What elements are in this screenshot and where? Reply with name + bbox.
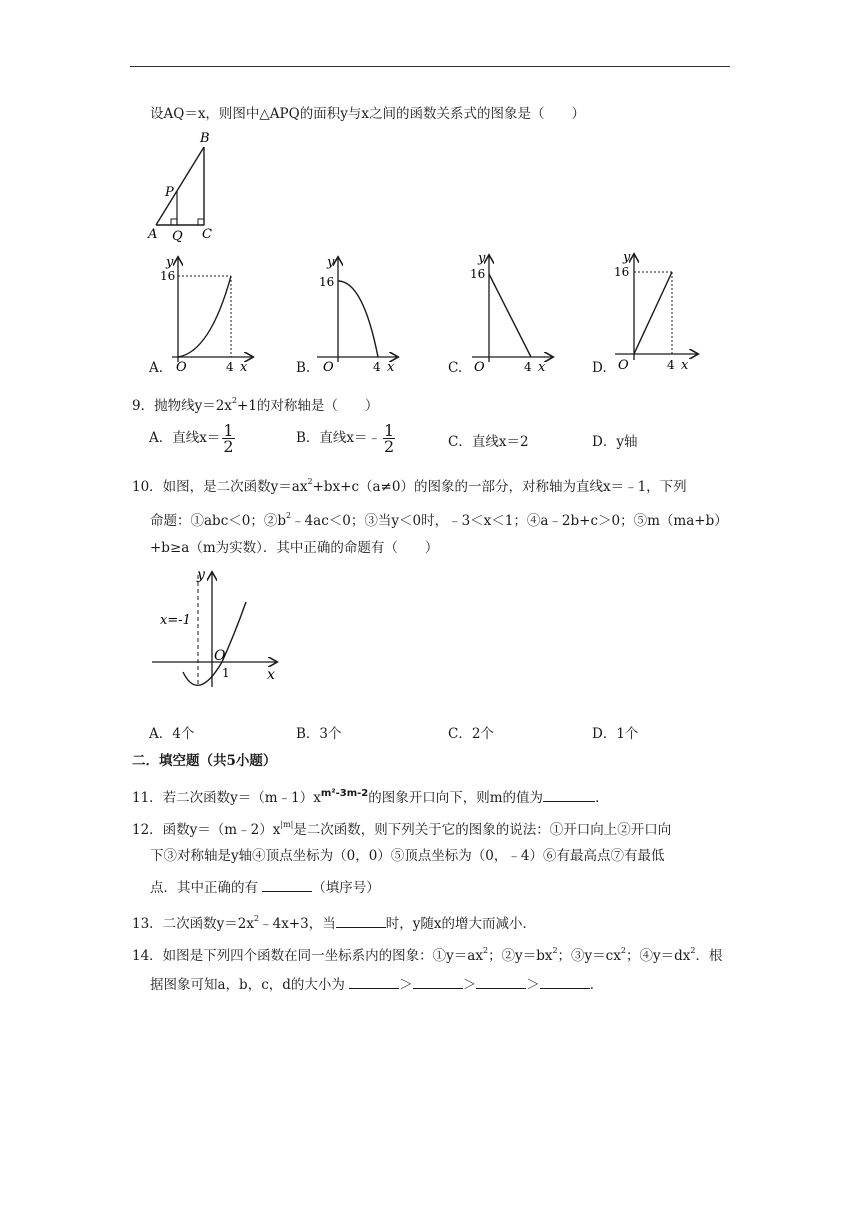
q8-option-d[interactable]: D.	[592, 360, 607, 376]
q10-line1-b: +bx+c（a≠0）的图象的一部分，对称轴为直线x＝﹣1，下列	[312, 479, 687, 495]
q8-option-a[interactable]: A.	[149, 360, 164, 376]
graph-c-origin: O	[474, 360, 485, 375]
q8-graph-a	[160, 250, 260, 375]
q14-line2-text: 据图象可知a，b，c，d的大小为	[150, 977, 350, 993]
q10-y-label: y	[197, 567, 205, 583]
q11-text-b: 的图象开口向下，则m的值为	[368, 790, 544, 806]
label-Q: Q	[172, 229, 183, 244]
q10-option-d[interactable]: D．1个	[592, 726, 639, 742]
q10-line2-sup: 2	[285, 511, 292, 520]
graph-d-y-label: y	[623, 250, 631, 265]
q14-blank-1[interactable]	[349, 974, 399, 989]
q8-graph-b	[305, 250, 405, 375]
graph-a-16-label: 16	[160, 269, 176, 283]
q14-line-2	[150, 974, 603, 995]
q10-line1-a: 10．如图，是二次函数y＝ax	[132, 479, 308, 495]
q14-text-d: ；④y＝dx	[625, 948, 691, 964]
q9-option-b-fraction	[383, 423, 395, 454]
q11-stem	[132, 784, 609, 808]
q10-line-1	[132, 472, 687, 497]
q9-stem-b: +1的对称轴是（ ）	[237, 398, 379, 414]
q10-option-c[interactable]: C．2个	[448, 726, 494, 742]
q9-superscript: 2	[231, 396, 238, 405]
graph-d-4-label: 4	[667, 358, 675, 372]
q9-option-a-text: A．直线x＝	[149, 430, 221, 446]
q13-text-a: 13．二次函数y＝2x	[132, 916, 255, 932]
graph-d-16-label: 16	[614, 265, 630, 279]
q12-line-2: 下③对称轴是y轴④顶点坐标为（0，0）⑤顶点坐标为（0，﹣4）⑥有最高点⑦有最低	[150, 848, 665, 864]
q12-text-line3a: 点．其中正确的有	[150, 880, 263, 896]
fraction-numerator: 1	[384, 421, 395, 440]
q9-stem-a: 抛物线y＝2x	[154, 398, 232, 414]
q14-gt-1: ＞	[399, 977, 413, 993]
q14-line-1	[132, 941, 722, 966]
graph-a-y-label: y	[166, 255, 174, 270]
q13-text-b: ﹣4x+3，当	[259, 916, 336, 932]
q9-number: 9．	[132, 398, 155, 414]
q14-text-b: ；②y＝bx	[488, 948, 553, 964]
fraction-denominator: 2	[384, 437, 395, 456]
q10-one-label: 1	[222, 666, 230, 680]
q8-stem: 设AQ＝x，则图中△APQ的面积y与x之间的函数关系式的图象是（ ）	[150, 106, 585, 122]
q8-graph-d	[605, 250, 705, 375]
q10-origin: O	[214, 648, 226, 664]
q14-sup-3: 2	[620, 946, 626, 955]
q10-option-b[interactable]: B．3个	[296, 726, 342, 742]
q9-option-a-fraction	[222, 423, 234, 454]
q10-line2-a: 命题：①abc＜0；②b	[150, 513, 286, 529]
q10-x-label: x	[267, 667, 275, 683]
graph-b-origin: O	[323, 360, 334, 375]
graph-b-y-label: y	[327, 255, 335, 270]
q8-option-b[interactable]: B.	[296, 360, 311, 376]
q11-blank[interactable]	[543, 787, 595, 802]
graph-d-origin: O	[618, 358, 629, 373]
q14-sup-2: 2	[552, 946, 558, 955]
q12-text-line3b: （填序号）	[312, 880, 380, 896]
q12-text-b: 是二次函数，则下列关于它的图象的说法：①开口向上②开口向	[293, 822, 672, 838]
graph-b-16-label: 16	[319, 275, 335, 289]
q14-text-a: 14．如图是下列四个函数在同一坐标系内的图象：①y＝ax	[132, 948, 483, 964]
q9-option-a[interactable]	[149, 423, 235, 454]
q14-text-e: ．根	[695, 948, 723, 964]
label-A: A	[148, 227, 158, 242]
q14-text-c: ；③y＝cx	[557, 948, 621, 964]
q11-text-c: ．	[595, 790, 609, 806]
graph-c-4-label: 4	[524, 360, 532, 374]
q9-option-b[interactable]	[296, 423, 395, 454]
q10-line2-b: ﹣4ac＜0；③当y＜0时，﹣3＜x＜1；④a﹣2b+c＞0；⑤m（ma+b）	[291, 513, 728, 529]
q14-gt-3: ＞	[526, 977, 540, 993]
graph-d-x-label: x	[681, 358, 689, 373]
q13-text-c: 时，y随x的增大而减小．	[385, 916, 536, 932]
q14-sup-1: 2	[482, 946, 489, 955]
q9-stem	[132, 391, 378, 416]
graph-a-origin: O	[176, 360, 187, 375]
q10-axis-label: x=-1	[160, 613, 191, 628]
q14-blank-3[interactable]	[476, 974, 526, 989]
q12-line-1	[132, 815, 671, 840]
q11-text-a: 11．若二次函数y＝（m﹣1）x	[132, 790, 321, 806]
q10-line1-sup: 2	[307, 477, 313, 486]
graph-b-x-label: x	[387, 360, 395, 375]
fraction-denominator: 2	[223, 437, 234, 456]
q12-text-a: 12．函数y＝（m﹣2）x	[132, 822, 281, 838]
q12-blank[interactable]	[262, 877, 312, 892]
q8-triangle-figure	[140, 126, 230, 246]
q10-option-a[interactable]: A．4个	[149, 726, 195, 742]
q9-option-b-text: B．直线x＝﹣	[296, 430, 382, 446]
q8-option-c[interactable]: C.	[448, 360, 463, 376]
q12-line-3	[150, 877, 380, 898]
label-B: B	[200, 131, 210, 146]
q14-blank-4[interactable]	[540, 974, 590, 989]
header-rule	[130, 66, 730, 67]
q8-graph-c	[460, 250, 560, 375]
label-P: P	[165, 185, 174, 200]
q13-stem	[132, 909, 536, 934]
q9-option-d[interactable]: D．y轴	[592, 434, 638, 450]
q13-blank[interactable]	[336, 913, 386, 928]
q14-blank-2[interactable]	[413, 974, 463, 989]
q9-option-c[interactable]: C．直线x＝2	[448, 434, 529, 450]
q14-gt-2: ＞	[462, 977, 477, 993]
q10-line-2	[150, 506, 728, 531]
graph-a-4-label: 4	[226, 360, 234, 374]
q13-superscript: 2	[254, 914, 260, 923]
graph-b-4-label: 4	[373, 360, 381, 374]
q14-end: ．	[589, 977, 604, 993]
q12-exponent: |m|	[280, 820, 294, 829]
q10-parabola-figure	[150, 565, 290, 690]
graph-c-y-label: y	[478, 251, 486, 266]
graph-c-16-label: 16	[470, 267, 486, 281]
fraction-numerator: 1	[223, 421, 234, 440]
label-C: C	[202, 227, 212, 242]
graph-c-x-label: x	[538, 360, 546, 375]
section-2-heading: 二．填空题（共5小题）	[132, 753, 277, 769]
graph-a-x-label: x	[240, 360, 248, 375]
q11-exponent: m²-3m-2	[320, 788, 369, 799]
q10-line-3: +b≥a（m为实数）．其中正确的命题有（ ）	[150, 540, 439, 556]
q14-sup-4: 2	[690, 946, 696, 955]
